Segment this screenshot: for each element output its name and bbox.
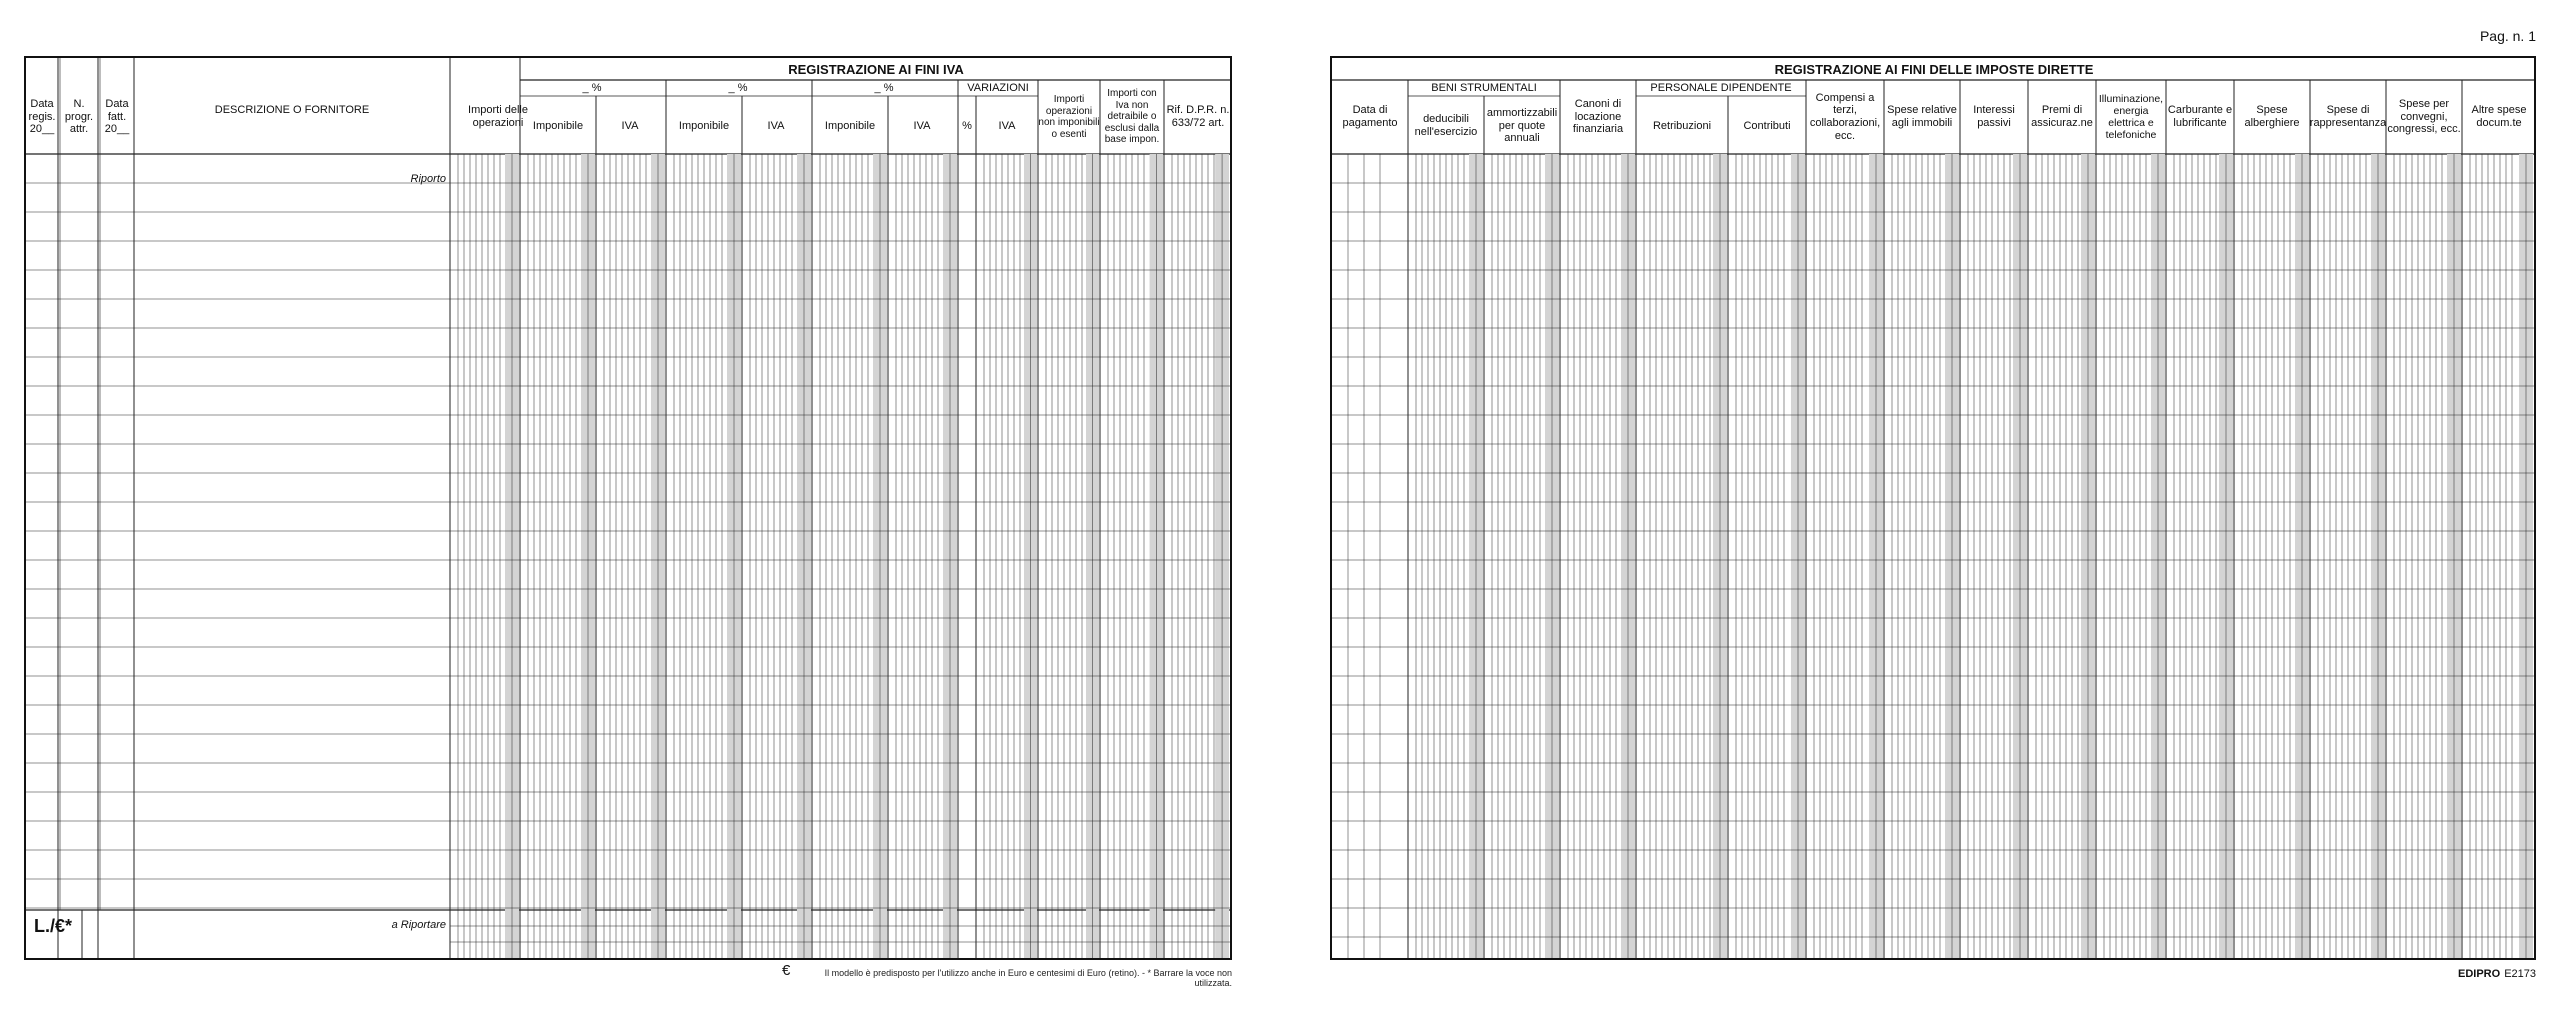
- header-alberghiere: Spese alberghiere: [2244, 104, 2300, 129]
- header-data-regis: Data regis. 20__: [28, 98, 56, 136]
- form-code: E2173: [2504, 968, 2536, 980]
- header-illuminazione: Illuminazione, energia elettrica e telefoniche: [2098, 92, 2164, 142]
- footer-note: Il modello è predisposto per l'utilizzo anche in Euro e centesimi di Euro (retino). - * Barrare la voce non utilizzata.: [824, 968, 1232, 988]
- header-pct-3: _ %: [874, 81, 894, 94]
- header-var-pct: %: [962, 119, 972, 132]
- header-premi: Premi di assicuraz.ne: [2031, 104, 2093, 129]
- header-deducibili: deducibili nell'esercizio: [1414, 113, 1478, 138]
- header-ammortizzabili: ammortizzabili per quote annuali: [1486, 107, 1558, 145]
- riporto-label: Riporto: [410, 172, 446, 185]
- header-personale: PERSONALE DIPENDENTE: [1650, 81, 1792, 94]
- direct-taxes-register-grid: [1332, 58, 2536, 960]
- vat-section-title: REGISTRAZIONE AI FINI IVA: [788, 61, 964, 77]
- currency-label: L./€*: [34, 916, 73, 936]
- header-non-detraibile: Importi con Iva non detraibile o esclusi dalla base impon.: [1104, 88, 1160, 146]
- header-retribuzioni: Retribuzioni: [1652, 119, 1712, 132]
- header-pct-2: _ %: [728, 81, 748, 94]
- header-rappresentanza: Spese di rappresentanza: [2309, 104, 2387, 129]
- header-canoni: Canoni di locazione finanziaria: [1572, 98, 1624, 136]
- direct-taxes-section-title: REGISTRAZIONE AI FINI DELLE IMPOSTE DIRETTE: [1774, 61, 2094, 77]
- header-iva-3: IVA: [913, 119, 931, 132]
- header-compensi: Compensi a terzi, collaborazioni, ecc.: [1809, 91, 1881, 142]
- header-carburante: Carburante e lubrificante: [2167, 104, 2233, 129]
- vat-register-table: [24, 56, 1232, 960]
- a-riportare-label: a Riportare: [391, 918, 446, 931]
- brand-name: EDIPRO: [2458, 968, 2501, 980]
- header-non-imponibili: Importi operazioni non imponibili o esenti: [1038, 94, 1100, 140]
- header-interessi: Interessi passivi: [1973, 104, 2015, 129]
- euro-icon: €: [782, 962, 791, 979]
- header-pct-1: _ %: [582, 81, 602, 94]
- header-imponibile-2: Imponibile: [678, 119, 730, 132]
- header-iva-1: IVA: [621, 119, 639, 132]
- vat-register-grid: [26, 58, 1232, 960]
- header-imponibile-1: Imponibile: [532, 119, 584, 132]
- header-importi: Importi delle operazioni: [468, 104, 528, 129]
- brand-logo: [2458, 968, 2536, 980]
- header-var-iva: IVA: [998, 119, 1016, 132]
- header-contributi: Contributi: [1743, 119, 1791, 132]
- header-beni-strumentali: BENI STRUMENTALI: [1431, 81, 1537, 94]
- header-convegni: Spese per convegni, congressi, ecc.: [2387, 98, 2461, 136]
- header-n-progr: N. progr. attr.: [64, 98, 94, 136]
- direct-taxes-register-table: [1330, 56, 2536, 960]
- header-data-fatt: Data fatt. 20__: [104, 98, 130, 136]
- header-rif-dpr: Rif. D.P.R. n. 633/72 art.: [1166, 104, 1230, 129]
- header-imponibile-3: Imponibile: [824, 119, 876, 132]
- header-data-pagamento: Data di pagamento: [1342, 104, 1398, 129]
- header-spese-immobili: Spese relative agli immobili: [1887, 104, 1957, 129]
- page-number: Pag. n. 1: [2479, 28, 2536, 44]
- header-variazioni: VARIAZIONI: [967, 81, 1029, 94]
- header-descrizione: DESCRIZIONE O FORNITORE: [214, 103, 370, 116]
- header-altre: Altre spese docum.te: [2471, 104, 2527, 129]
- header-iva-2: IVA: [767, 119, 785, 132]
